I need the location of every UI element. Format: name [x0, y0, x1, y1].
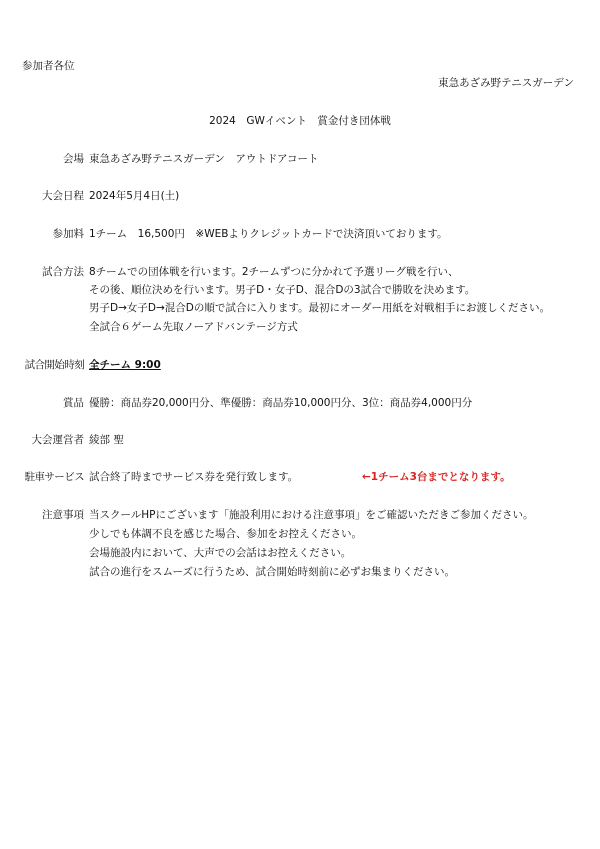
- format-line: 男子D→女子D→混合Dの順で試合に入ります。最初にオーダー用紙を対戦相手にお渡しください。: [89, 302, 551, 314]
- notes-line: 少しでも体調不良を感じた場合、参加をお控えください。: [89, 528, 362, 540]
- notes-line: 会場施設内において、大声での会話はお控えください。: [89, 547, 352, 559]
- organizer-name: 東急あざみ野テニスガーデン: [438, 77, 574, 89]
- parking-value: 試合終了時までサービス券を発行致します。: [89, 471, 299, 483]
- venue-label: 会場: [63, 153, 84, 165]
- date-value: 2024年5月4日(土): [89, 190, 180, 202]
- manager-value: 綾部 聖: [89, 434, 124, 446]
- start-time-label: 試合開始時刻: [24, 359, 84, 371]
- document-title: 2024 GWイベント 賞金付き団体戦: [209, 115, 391, 127]
- venue-value: 東急あざみ野テニスガーデン アウトドアコート: [89, 153, 319, 165]
- fee-label: 参加料: [52, 228, 84, 240]
- prizes-value: 優勝：商品券20,000円分、準優勝：商品券10,000円分、3位：商品券4,000円分: [89, 397, 473, 409]
- manager-label: 大会運営者: [31, 434, 84, 446]
- parking-limit-note: ←1チーム3台までとなります。: [362, 471, 511, 483]
- format-line: 8チームでの団体戦を行います。2チームずつに分かれて予選リーグ戦を行い、: [89, 266, 459, 278]
- fee-value: 1チーム 16,500円 ※WEBよりクレジットカードで決済頂いております。: [89, 228, 448, 240]
- notes-label: 注意事項: [42, 509, 84, 521]
- format-label: 試合方法: [42, 266, 84, 278]
- format-line: その後、順位決めを行います。男子D・女子D、混合Dの3試合で勝敗を決めます。: [89, 284, 476, 296]
- format-line: 全試合６ゲーム先取ノーアドバンテージ方式: [89, 321, 298, 333]
- notes-line: 試合の進行をスムーズに行うため、試合開始時刻前に必ずお集まりください。: [89, 566, 456, 578]
- date-label: 大会日程: [42, 190, 84, 202]
- notes-line: 当スクールHPにございます「施設利用における注意事項」をご確認いただきご参加ください。: [89, 509, 534, 521]
- start-time-value: 全チーム 9:00: [89, 359, 161, 371]
- prizes-label: 賞品: [63, 397, 84, 409]
- parking-label: 駐車サービス: [24, 471, 84, 483]
- addressee: 参加者各位: [22, 60, 75, 72]
